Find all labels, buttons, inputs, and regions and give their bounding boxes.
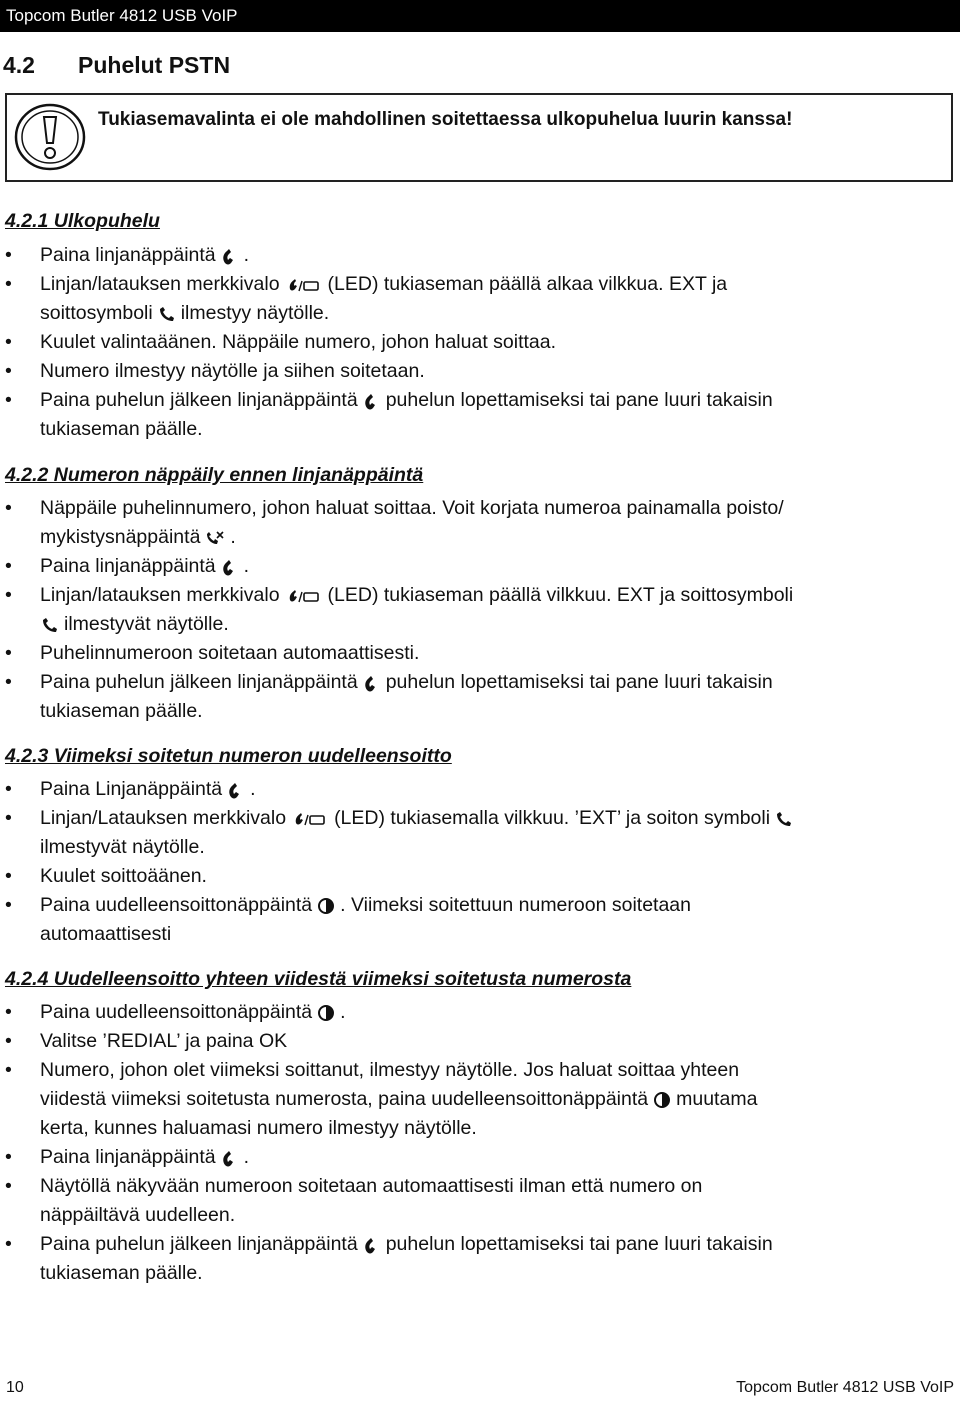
- section-number: 4.2: [3, 52, 35, 78]
- item-text: Valitse ’REDIAL’ ja paina OK: [40, 1030, 288, 1052]
- ring-symbol-icon: [774, 809, 794, 829]
- item-text: Paina puhelun jälkeen linjanäppäintä: [40, 1233, 358, 1255]
- warning-icon: [13, 101, 87, 173]
- item-text: . Viimeksi soitettuun numeroon soitetaan: [340, 894, 691, 916]
- subsection-title-4-2-1: 4.2.1 Ulkopuhelu: [5, 210, 160, 232]
- item-text: Paina linjanäppäintä: [40, 244, 216, 266]
- bullet-dot: •: [5, 244, 12, 266]
- item-text: Kuulet soittoäänen.: [40, 865, 207, 887]
- line-charge-led-icon: [284, 275, 324, 295]
- redial-key-icon: [316, 896, 336, 916]
- item-text: Paina puhelun jälkeen linjanäppäintä: [40, 671, 358, 693]
- header-title: Topcom Butler 4812 USB VoIP: [6, 6, 238, 25]
- line-key-icon: [220, 557, 240, 577]
- warning-text: Tukiasemavalinta ei ole mahdollinen soitettaessa ulkopuhelua luurin kanssa!: [98, 109, 793, 130]
- item-text: (LED) tukiaseman päällä alkaa vilkkua. EXT ja: [327, 273, 728, 295]
- item-text: Näytöllä näkyvään numeroon soitetaan automaattisesti ilman että numero on: [40, 1175, 703, 1197]
- bullet-dot: •: [5, 807, 12, 829]
- document-header: [0, 0, 960, 32]
- bullet-dot: •: [5, 642, 12, 664]
- line-key-icon: [362, 1235, 382, 1255]
- line-key-icon: [362, 673, 382, 693]
- subsection-title-4-2-4: 4.2.4 Uudelleensoitto yhteen viidestä viimeksi soitetusta numerosta: [5, 968, 632, 990]
- item-text: Linjan/Latauksen merkkivalo: [40, 807, 287, 829]
- bullet-dot: •: [5, 331, 12, 353]
- line-key-icon: [220, 246, 240, 266]
- item-text: muutama: [676, 1088, 758, 1110]
- subsection-title-4-2-3: 4.2.3 Viimeksi soitetun numeron uudelleensoitto: [5, 745, 452, 767]
- item-text: tukiaseman päälle.: [40, 700, 203, 722]
- bullet-dot: •: [5, 584, 12, 606]
- line-key-icon: [362, 391, 382, 411]
- item-text: Kuulet valintaäänen. Näppäile numero, johon haluat soittaa.: [40, 331, 557, 353]
- item-text: Paina linjanäppäintä: [40, 1146, 216, 1168]
- item-text: ilmestyvät näytölle.: [64, 613, 229, 635]
- item-text: kerta, kunnes haluamasi numero ilmestyy näytölle.: [40, 1117, 477, 1139]
- bullet-dot: •: [5, 360, 12, 382]
- item-text: Paina uudelleensoittonäppäintä: [40, 894, 313, 916]
- bullet-dot: •: [5, 894, 12, 916]
- bullet-dot: •: [5, 671, 12, 693]
- item-text: Puhelinnumeroon soitetaan automaattisesti.: [40, 642, 420, 664]
- bullet-dot: •: [5, 1059, 12, 1081]
- item-text: .: [250, 778, 256, 800]
- subsection-title-4-2-2: 4.2.2 Numeron näppäily ennen linjanäppäintä: [5, 464, 424, 486]
- item-text: puhelun lopettamiseksi tai pane luuri takaisin: [385, 671, 773, 693]
- item-text: näppäiltävä uudelleen.: [40, 1204, 236, 1226]
- item-text: Paina uudelleensoittonäppäintä: [40, 1001, 313, 1023]
- item-text: puhelun lopettamiseksi tai pane luuri takaisin: [385, 1233, 773, 1255]
- bullet-dot: •: [5, 778, 12, 800]
- warning-box: [5, 93, 953, 182]
- item-text: viidestä viimeksi soitetusta numerosta, paina uudelleensoittonäppäintä: [40, 1088, 649, 1110]
- item-text: .: [243, 555, 250, 577]
- item-text: mykistysnäppäintä: [40, 526, 201, 548]
- bullet-dot: •: [5, 1030, 12, 1052]
- item-text: Paina puhelun jälkeen linjanäppäintä: [40, 389, 358, 411]
- item-text: Paina Linjanäppäintä: [40, 778, 223, 800]
- bullet-dot: •: [5, 1001, 12, 1023]
- line-charge-led-icon: [284, 586, 324, 606]
- item-text: tukiaseman päälle.: [40, 418, 203, 440]
- page-number: 10: [6, 1379, 24, 1396]
- bullet-dot: •: [5, 497, 12, 519]
- ring-symbol-icon: [40, 615, 60, 635]
- item-text: Näppäile puhelinnumero, johon haluat soittaa. Voit korjata numeroa painamalla poisto/: [40, 497, 784, 519]
- item-text: (LED) tukiaseman päällä vilkkuu. EXT ja soittosymboli: [327, 584, 794, 606]
- item-text: soittosymboli: [40, 302, 153, 324]
- bullet-dot: •: [5, 555, 12, 577]
- item-text: automaattisesti: [40, 923, 172, 945]
- section-title-text: Puhelut PSTN: [78, 52, 231, 78]
- bullet-dot: •: [5, 1146, 12, 1168]
- redial-key-icon: [316, 1003, 336, 1023]
- item-text: Numero, johon olet viimeksi soittanut, ilmestyy näytölle. Jos haluat soittaa yhteen: [40, 1059, 740, 1081]
- item-text: .: [243, 1146, 250, 1168]
- line-key-icon: [226, 780, 246, 800]
- item-text: .: [230, 526, 236, 548]
- bullet-dot: •: [5, 1175, 12, 1197]
- line-key-icon: [220, 1148, 240, 1168]
- section-title: [3, 52, 230, 79]
- item-text: Paina linjanäppäintä: [40, 555, 216, 577]
- item-text: puhelun lopettamiseksi tai pane luuri takaisin: [385, 389, 773, 411]
- bullet-dot: •: [5, 389, 12, 411]
- item-text: ilmestyy näytölle.: [180, 302, 330, 324]
- item-text: Linjan/latauksen merkkivalo: [40, 273, 280, 295]
- item-text: .: [243, 244, 250, 266]
- item-text: tukiaseman päälle.: [40, 1262, 203, 1284]
- item-text: .: [340, 1001, 346, 1023]
- item-text: (LED) tukiasemalla vilkkuu. ’EXT’ ja soiton symboli: [334, 807, 771, 829]
- bullet-dot: •: [5, 273, 12, 295]
- redial-key-icon: [652, 1090, 672, 1110]
- ring-symbol-icon: [157, 304, 177, 324]
- footer-title: Topcom Butler 4812 USB VoIP: [736, 1379, 954, 1396]
- bullet-dot: •: [5, 865, 12, 887]
- item-text: Numero ilmestyy näytölle ja siihen soitetaan.: [40, 360, 425, 382]
- item-text: Linjan/latauksen merkkivalo: [40, 584, 280, 606]
- line-charge-led-icon: [290, 809, 330, 829]
- item-text: ilmestyvät näytölle.: [40, 836, 205, 858]
- bullet-dot: •: [5, 1233, 12, 1255]
- delete-mute-key-icon: [204, 528, 226, 548]
